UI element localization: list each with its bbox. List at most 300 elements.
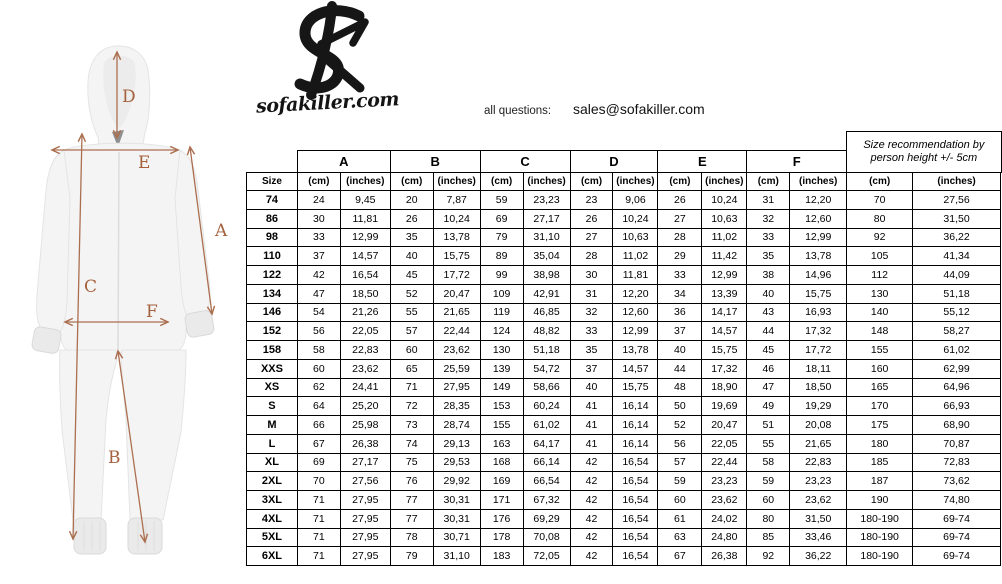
measurement-cell: 66,93 [913,397,1001,416]
unit-inches-header-c: (inches) [523,173,570,191]
measurement-cell: 46,85 [523,303,570,322]
measurement-cell: 70,87 [913,434,1001,453]
unit-inches-header-b: (inches) [433,173,480,191]
measurement-cell: 20,08 [790,416,847,435]
measurement-cell: 59 [480,191,523,210]
measurement-cell: 44 [658,359,702,378]
measurement-cell: 67,32 [523,491,570,510]
size-label-cell: 152 [247,322,298,341]
measurement-cell: 15,75 [790,284,847,303]
recommendation-header [847,139,1001,173]
measurement-cell: 34 [658,284,702,303]
measurement-cell: 22,44 [702,453,747,472]
measurement-cell: 69 [480,209,523,228]
size-column-header: Size [247,173,298,191]
measurement-cell: 16,54 [613,509,658,528]
measurement-cell: 80 [847,209,913,228]
measurement-cell: 58 [747,453,790,472]
measurement-cell: 155 [847,341,913,360]
measurement-cell: 36,22 [913,228,1001,247]
contact-label: all questions: [484,105,552,117]
table-row [247,247,1001,266]
measurement-cell: 66,54 [523,472,570,491]
measurement-cell: 78 [390,528,433,547]
measurement-cell: 9,45 [340,191,390,210]
column-group-d: D [570,151,658,173]
measurement-cell: 69-74 [913,528,1001,547]
measurement-cell: 51,18 [523,341,570,360]
table-row [247,434,1001,453]
table-row [247,209,1001,228]
measurement-cell: 18,50 [340,284,390,303]
size-label-cell: 74 [247,191,298,210]
measurement-cell: 29 [658,247,702,266]
measurement-cell: 12,20 [790,191,847,210]
measurement-cell: 60,24 [523,397,570,416]
measurement-cell: 23,62 [702,491,747,510]
measurement-cell: 31,10 [523,228,570,247]
size-label-cell: 158 [247,341,298,360]
table-row [247,341,1001,360]
measurement-cell: 42 [570,472,613,491]
measurement-cell: 17,32 [790,322,847,341]
measurement-cell: 66,14 [523,453,570,472]
measurement-cell: 72,05 [523,547,570,566]
unit-cm-header-d: (cm) [570,173,613,191]
measurement-cell: 42 [570,491,613,510]
measurement-cell: 40 [658,341,702,360]
measurement-cell: 44,09 [913,266,1001,285]
measurement-cell: 73,62 [913,472,1001,491]
measurement-cell: 47 [297,284,340,303]
measurement-cell: 185 [847,453,913,472]
measurement-cell: 23,62 [433,341,480,360]
measurement-cell: 16,54 [340,266,390,285]
label-e: E [138,153,151,173]
measurement-cell: 155 [480,416,523,435]
measurement-cell: 71 [297,528,340,547]
measurement-cell: 67 [297,434,340,453]
measurement-cell: 15,75 [613,378,658,397]
measurement-cell: 16,54 [613,547,658,566]
measurement-cell: 99 [480,266,523,285]
measurement-cell: 61,02 [913,341,1001,360]
measurement-cell: 42 [570,528,613,547]
measurement-cell: 180-190 [847,509,913,528]
measurement-cell: 25,98 [340,416,390,435]
measurement-cell: 23,23 [790,472,847,491]
measurement-cell: 76 [390,472,433,491]
measurement-cell: 20,47 [433,284,480,303]
measurement-cell: 71 [297,509,340,528]
measurement-cell: 49 [747,397,790,416]
measurement-cell: 23,23 [523,191,570,210]
measurement-cell: 75 [390,453,433,472]
measurement-cell: 130 [480,341,523,360]
measurement-cell: 44 [747,322,790,341]
measurement-cell: 68,90 [913,416,1001,435]
measurement-cell: 29,92 [433,472,480,491]
measurement-cell: 92 [747,547,790,566]
measurement-cell: 71 [297,491,340,510]
measurement-cell: 46 [747,359,790,378]
measurement-cell: 12,60 [790,209,847,228]
column-group-a: A [297,151,390,173]
measurement-cell: 54 [297,303,340,322]
measurement-cell: 48 [658,378,702,397]
measurement-cell: 71 [390,378,433,397]
measurement-cell: 69,29 [523,509,570,528]
column-group-f: F [747,151,847,173]
measurement-cell: 12,99 [613,322,658,341]
column-group-b: B [390,151,480,173]
measurement-cell: 71 [297,547,340,566]
measurement-cell: 54,72 [523,359,570,378]
size-label-cell: 4XL [247,509,298,528]
unit-cm-header-b: (cm) [390,173,433,191]
table-row [247,359,1001,378]
measurement-cell: 22,05 [702,434,747,453]
measurement-cell: 37 [297,247,340,266]
measurement-cell: 26,38 [702,547,747,566]
measurement-cell: 16,14 [613,434,658,453]
table-row [247,284,1001,303]
measurement-cell: 63 [658,528,702,547]
measurement-cell: 60 [747,491,790,510]
measurement-cell: 47 [747,378,790,397]
measurement-cell: 43 [747,303,790,322]
measurement-cell: 12,99 [702,266,747,285]
measurement-cell: 18,11 [790,359,847,378]
measurement-cell: 180 [847,434,913,453]
measurement-cell: 14,96 [790,266,847,285]
size-label-cell: 134 [247,284,298,303]
measurement-cell: 165 [847,378,913,397]
measurement-cell: 28,35 [433,397,480,416]
measurement-cell: 169 [480,472,523,491]
measurement-cell: 12,99 [790,228,847,247]
size-label-cell: XXS [247,359,298,378]
size-label-cell: 122 [247,266,298,285]
measurement-cell: 55,12 [913,303,1001,322]
measurement-cell: 58,66 [523,378,570,397]
measurement-cell: 148 [847,322,913,341]
size-label-cell: L [247,434,298,453]
measurement-cell: 60 [390,341,433,360]
measurement-cell: 56 [297,322,340,341]
table-row [247,453,1001,472]
measurement-cell: 27,56 [913,191,1001,210]
measurement-cell: 28 [658,228,702,247]
measurement-cell: 37 [570,359,613,378]
unit-inches-header-d: (inches) [613,173,658,191]
measurement-cell: 10,24 [433,209,480,228]
measurement-cell: 58 [297,341,340,360]
measurement-cell: 180-190 [847,547,913,566]
measurement-cell: 69 [297,453,340,472]
table-row [247,397,1001,416]
column-group-e: E [658,151,747,173]
measurement-cell: 35,04 [523,247,570,266]
measurement-cell: 17,72 [433,266,480,285]
measurement-cell: 13,78 [790,247,847,266]
label-c: C [84,277,98,297]
measurement-cell: 32 [747,209,790,228]
measurement-cell: 51,18 [913,284,1001,303]
measurement-cell: 31,10 [433,547,480,566]
measurement-cell: 29,53 [433,453,480,472]
measurement-cell: 42 [570,509,613,528]
measurement-cell: 27,95 [433,378,480,397]
measurement-cell: 30,31 [433,509,480,528]
table-row [247,472,1001,491]
measurement-cell: 73 [390,416,433,435]
measurement-cell: 28,74 [433,416,480,435]
measurement-cell: 16,54 [613,491,658,510]
size-label-cell: M [247,416,298,435]
size-label-cell: 6XL [247,547,298,566]
size-label-cell: 3XL [247,491,298,510]
measurement-cell: 11,02 [613,247,658,266]
measurement-cell: 170 [847,397,913,416]
measurement-cell: 72,83 [913,453,1001,472]
measurement-cell: 30,31 [433,491,480,510]
measurement-cell: 57 [658,453,702,472]
measurement-cell: 178 [480,528,523,547]
measurement-cell: 139 [480,359,523,378]
table-row [247,191,1001,210]
measurement-cell: 168 [480,453,523,472]
measurement-cell: 18,90 [702,378,747,397]
measurement-cell: 105 [847,247,913,266]
measurement-cell: 7,87 [433,191,480,210]
measurement-cell: 42,91 [523,284,570,303]
measurement-cell: 14,57 [340,247,390,266]
measurement-cell: 119 [480,303,523,322]
measurement-cell: 92 [847,228,913,247]
measurement-cell: 42 [297,266,340,285]
size-label-cell: 146 [247,303,298,322]
measurement-cell: 20 [390,191,433,210]
measurement-cell: 50 [658,397,702,416]
measurement-cell: 9,06 [613,191,658,210]
measurement-cell: 176 [480,509,523,528]
label-a: A [215,221,228,241]
measurement-cell: 41,34 [913,247,1001,266]
measurement-cell: 19,29 [790,397,847,416]
measurement-cell: 35 [390,228,433,247]
measurement-cell: 60 [658,491,702,510]
measurement-cell: 187 [847,472,913,491]
size-label-cell: 110 [247,247,298,266]
measurement-cell: 183 [480,547,523,566]
measurement-cell: 67 [658,547,702,566]
measurement-cell: 38 [747,266,790,285]
measurement-cell: 23,23 [702,472,747,491]
blank-corner-cell [247,151,298,173]
measurement-cell: 59 [658,472,702,491]
measurement-cell: 65 [390,359,433,378]
measurement-cell: 14,57 [613,359,658,378]
measurement-cell: 33 [747,228,790,247]
measurement-cell: 62 [297,378,340,397]
measurement-cell: 74,80 [913,491,1001,510]
measurement-cell: 26,38 [340,434,390,453]
measurement-cell: 13,39 [702,284,747,303]
measurement-cell: 16,93 [790,303,847,322]
measurement-cell: 22,44 [433,322,480,341]
unit-cm-header-height: (cm) [847,173,913,191]
measurement-cell: 21,65 [790,434,847,453]
size-label-cell: 86 [247,209,298,228]
measurement-cell: 89 [480,247,523,266]
measurement-cell: 40 [570,378,613,397]
measurement-cell: 16,54 [613,528,658,547]
brand-wordmark: sofakiller.com [255,88,400,118]
table-row [247,266,1001,285]
measurement-cell: 59 [747,472,790,491]
measurement-cell: 41 [570,397,613,416]
measurement-cell: 27,56 [340,472,390,491]
measurement-cell: 48,82 [523,322,570,341]
measurement-cell: 35 [747,247,790,266]
measurement-cell: 40 [390,247,433,266]
measurement-cell: 41 [570,416,613,435]
measurement-cell: 24 [297,191,340,210]
measurement-cell: 124 [480,322,523,341]
size-label-cell: S [247,397,298,416]
measurement-cell: 19,69 [702,397,747,416]
unit-header-row [247,173,1001,191]
unit-cm-header-c: (cm) [480,173,523,191]
measurement-cell: 57 [390,322,433,341]
measurement-cell: 29,13 [433,434,480,453]
measurement-cell: 52 [658,416,702,435]
measurement-cell: 27,95 [340,528,390,547]
unit-cm-header-a: (cm) [297,173,340,191]
measurement-cell: 26 [390,209,433,228]
measurement-cell: 25,20 [340,397,390,416]
measurement-cell: 13,78 [433,228,480,247]
measurement-cell: 31 [747,191,790,210]
size-label-cell: 98 [247,228,298,247]
measurement-cell: 33,46 [790,528,847,547]
table-row [247,528,1001,547]
size-label-cell: 2XL [247,472,298,491]
measurement-cell: 25,59 [433,359,480,378]
measurement-cell: 21,26 [340,303,390,322]
size-label-cell: XL [247,453,298,472]
size-table [246,139,1001,566]
measurement-cell: 40 [747,284,790,303]
measurement-cell: 16,14 [613,397,658,416]
recommendation-line2: person height +/- 5cm [870,152,978,164]
measurement-cell: 41 [570,434,613,453]
measurement-cell: 153 [480,397,523,416]
measurement-cell: 12,20 [613,284,658,303]
measurement-cell: 51 [747,416,790,435]
measurement-cell: 10,63 [702,209,747,228]
measurement-cell: 12,60 [613,303,658,322]
label-d: D [122,87,136,107]
measurement-cell: 21,65 [433,303,480,322]
measurement-cell: 45 [747,341,790,360]
unit-inches-header-e: (inches) [702,173,747,191]
measurement-cell: 42 [570,547,613,566]
measurement-cell: 69-74 [913,509,1001,528]
measurement-cell: 26 [570,209,613,228]
measurement-cell: 180-190 [847,528,913,547]
measurement-cell: 15,75 [702,341,747,360]
measurement-cell: 17,72 [790,341,847,360]
measurement-cell: 27,17 [340,453,390,472]
measurement-cell: 60 [297,359,340,378]
measurement-cell: 70,08 [523,528,570,547]
table-row [247,322,1001,341]
table-row [247,378,1001,397]
measurement-cell: 10,63 [613,228,658,247]
measurement-cell: 31,50 [913,209,1001,228]
measurement-cell: 26 [658,191,702,210]
measurement-cell: 69-74 [913,547,1001,566]
measurement-cell: 23 [570,191,613,210]
table-row [247,228,1001,247]
column-group-c: C [480,151,570,173]
measurement-cell: 27 [570,228,613,247]
measurement-cell: 14,57 [702,322,747,341]
measurement-cell: 52 [390,284,433,303]
measurement-cell: 109 [480,284,523,303]
table-row [247,491,1001,510]
measurement-cell: 12,99 [340,228,390,247]
measurement-cell: 11,02 [702,228,747,247]
measurement-cell: 30,71 [433,528,480,547]
measurement-cell: 23,62 [340,359,390,378]
measurement-cell: 31,50 [790,509,847,528]
unit-cm-header-f: (cm) [747,173,790,191]
size-label-cell: XS [247,378,298,397]
measurement-cell: 171 [480,491,523,510]
measurement-cell: 130 [847,284,913,303]
measurement-cell: 17,32 [702,359,747,378]
measurement-cell: 64 [297,397,340,416]
measurement-cell: 35 [570,341,613,360]
measurement-cell: 163 [480,434,523,453]
measurement-cell: 24,41 [340,378,390,397]
measurement-cell: 31 [570,284,613,303]
measurement-cell: 18,50 [790,378,847,397]
measurement-cell: 38,98 [523,266,570,285]
measurement-cell: 11,81 [613,266,658,285]
recommendation-line1: Size recommendation by [863,139,985,151]
measurement-cell: 160 [847,359,913,378]
measurement-cell: 11,81 [340,209,390,228]
measurement-cell: 85 [747,528,790,547]
measurement-cell: 70 [297,472,340,491]
measurement-cell: 10,24 [613,209,658,228]
measurement-cell: 13,78 [613,341,658,360]
measurement-cell: 55 [390,303,433,322]
measurement-cell: 37 [658,322,702,341]
measurement-cell: 24,80 [702,528,747,547]
measurement-cell: 33 [570,322,613,341]
group-header-row [247,151,1001,173]
recommendation-title [846,131,1001,173]
measurement-cell: 27,17 [523,209,570,228]
measurement-cell: 77 [390,491,433,510]
contact-email[interactable]: sales@sofakiller.com [573,101,705,117]
table-row [247,303,1001,322]
